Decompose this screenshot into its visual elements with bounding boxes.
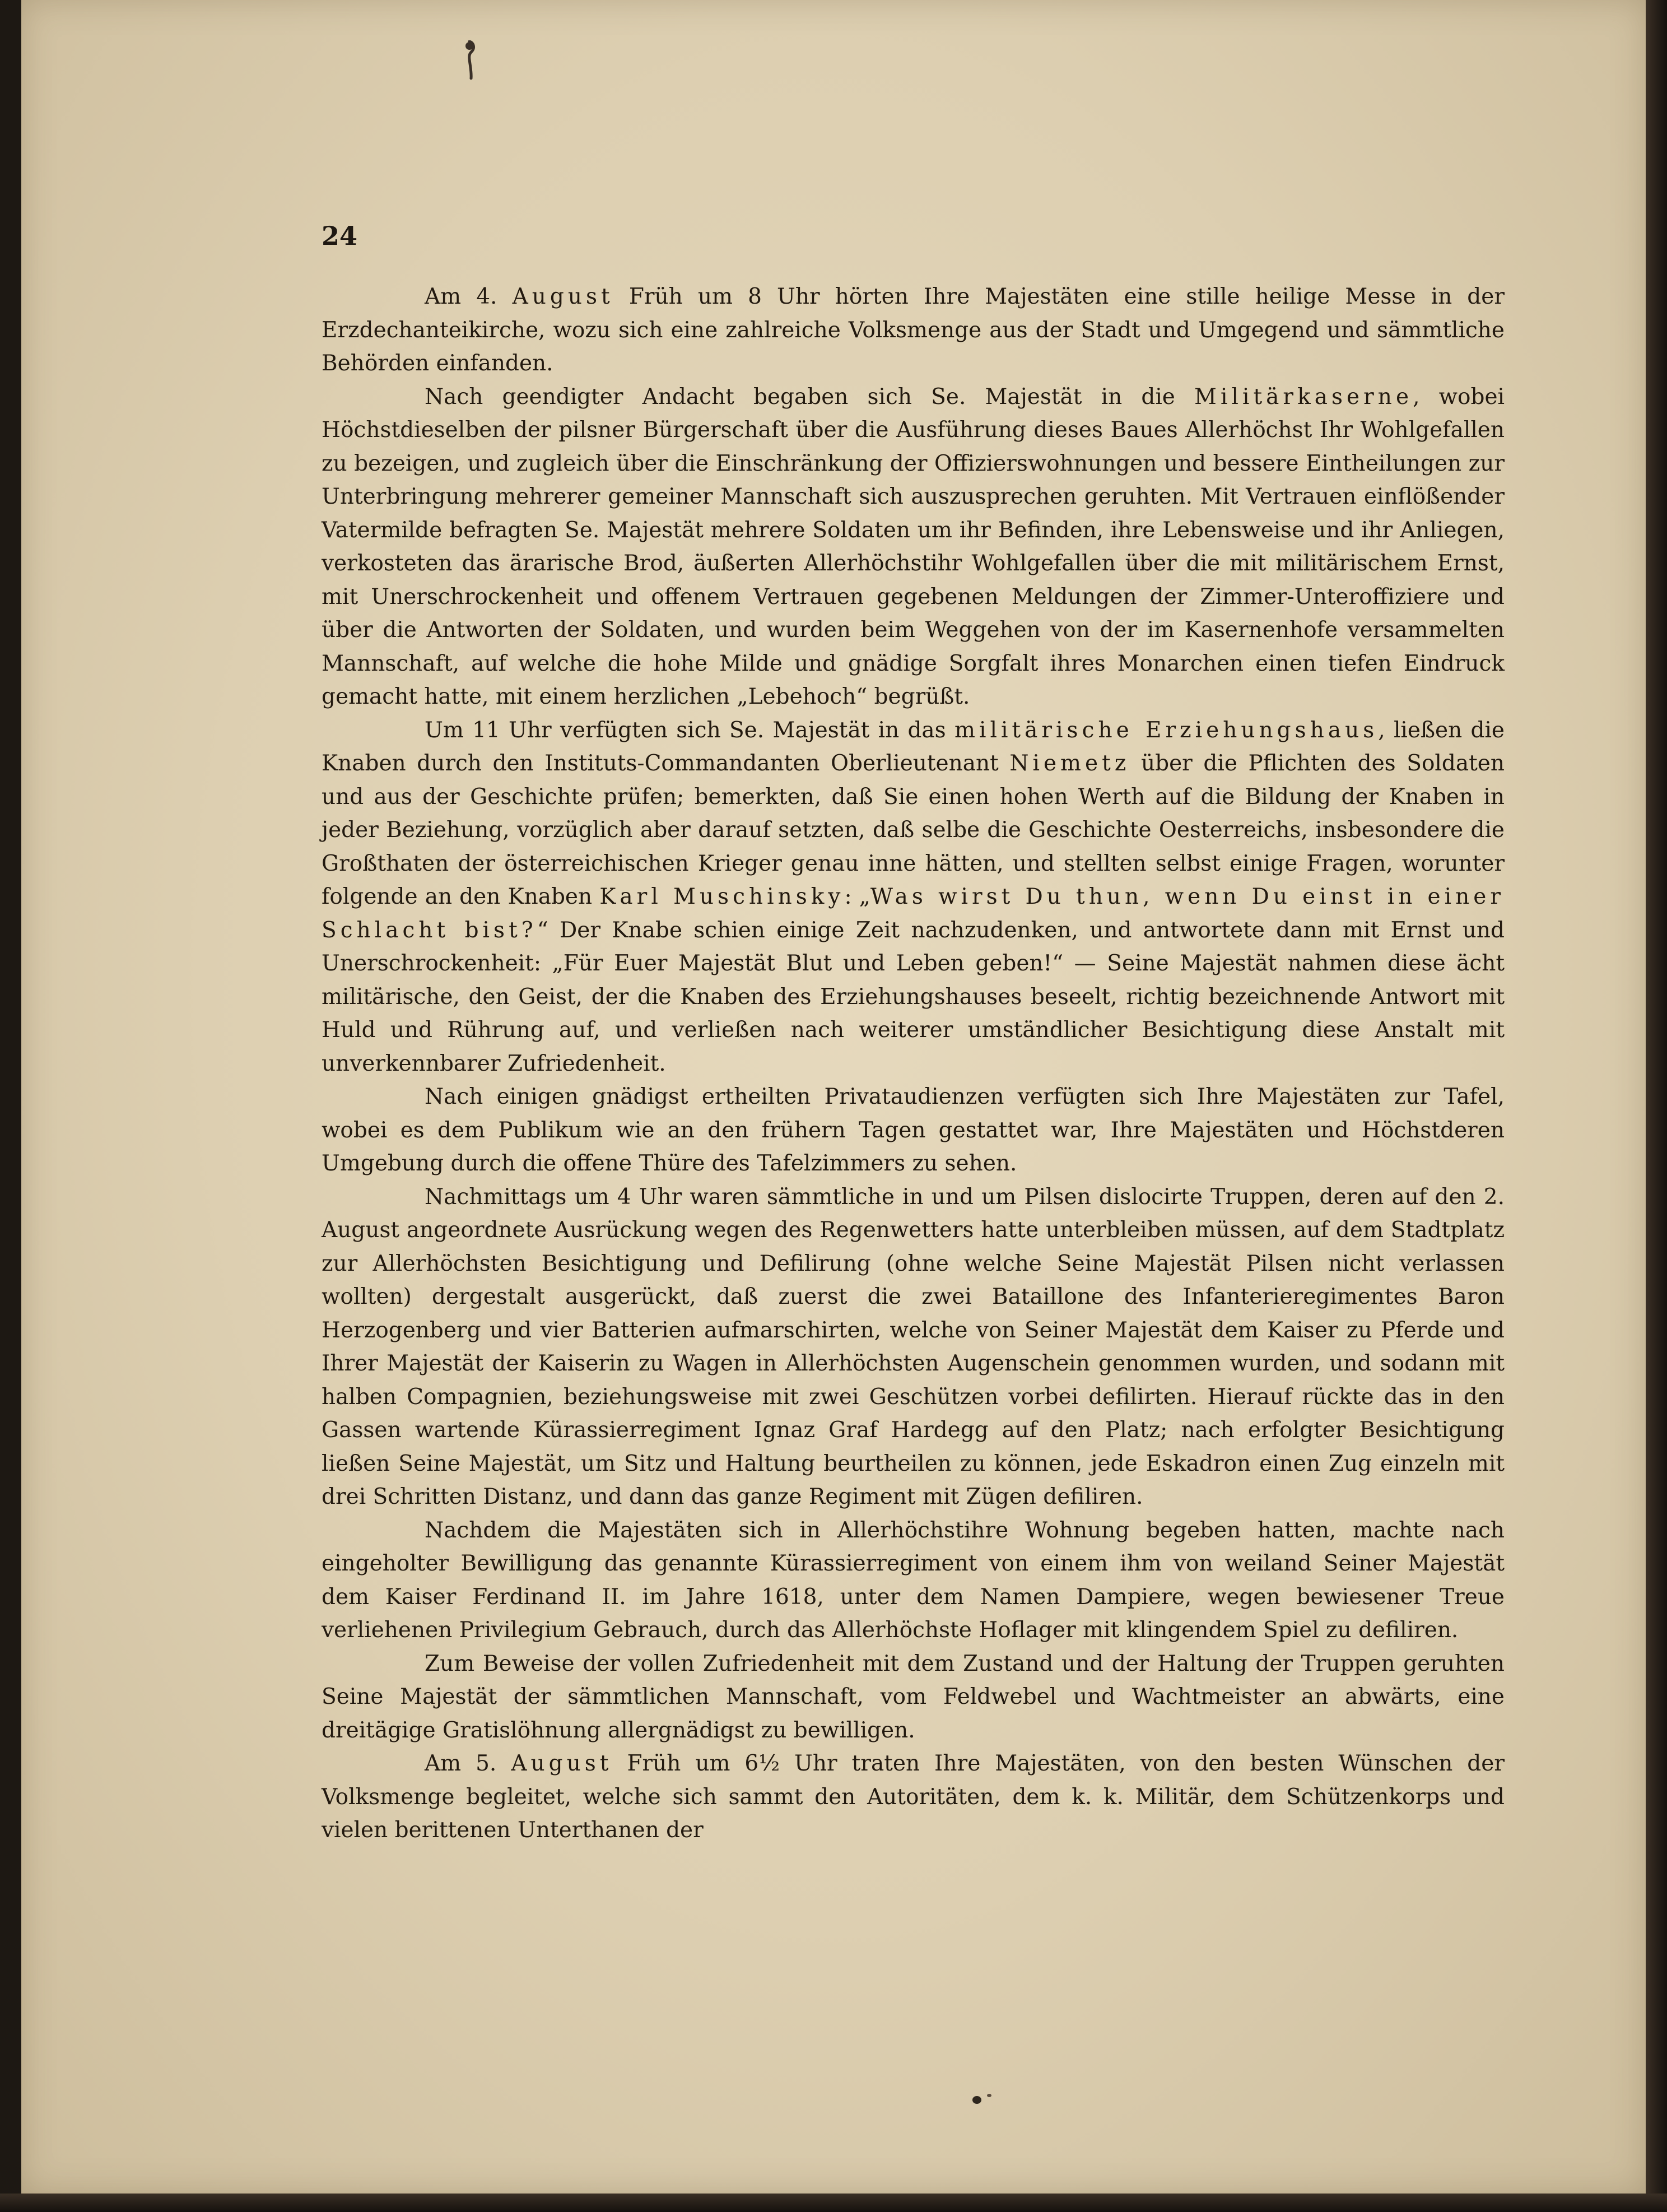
spaced-emphasis: August: [512, 284, 614, 309]
ink-blot-top: [462, 40, 476, 80]
text-run: Am 5.: [425, 1751, 511, 1776]
spaced-emphasis: militärische Erziehungshaus: [954, 717, 1379, 743]
paragraph: [322, 1514, 1505, 1647]
text-run: , ließen die Knaben durch den Instituts-Commandanten Oberlieutenant: [322, 717, 1505, 776]
text-run: Früh um 6½ Uhr traten Ihre Majestäten, von den besten Wünschen der Volksmenge begleitet, welche sich sammt den Autoritäten, dem k. k. Militär, dem Schützenkorps und vielen berittenen Unterthanen der: [322, 1751, 1505, 1843]
scan-edge-right: [1646, 0, 1667, 2212]
spaced-emphasis: Niemetz: [1009, 751, 1130, 776]
spaced-emphasis: Militärkaserne: [1194, 384, 1413, 410]
text-run: Nachmittags um 4 Uhr waren sämmtliche in und um Pilsen dislocirte Truppen, deren auf den 2. August angeordnete Ausrückung wegen des Regenwetters hatte unterbleiben müssen, auf dem Stadtplatz zur Allerhöchsten Besichtigung und Defilirung (ohne welche Seine Majestät Pilsen nicht verlassen wollten) dergestalt ausgerückt, daß zuerst die zwei Bataillone des Infanterieregimentes Baron Herzogenberg und vier Batterien aufmarschirten, welche von Seiner Majestät dem Kaiser zu Pferde und Ihrer Majestät der Kaiserin zu Wagen in Allerhöchsten Augenschein genommen wurden, und sodann mit halben Compagnien, beziehungsweise mit zwei Geschützen vorbei defilirten. Hierauf rückte das in den Gassen wartende Kürassierregiment Ignaz Graf Hardegg auf den Platz; nach erfolgter Besichtigung ließen Seine Majestät, um Sitz und Haltung beurtheilen zu können, jede Eskadron einen Zug einzeln mit drei Schritten Distanz, und dann das ganze Regiment mit Zügen defiliren.: [322, 1184, 1505, 1509]
text-run: Zum Beweise der vollen Zufriedenheit mit dem Zustand und der Haltung der Truppen geruhten Seine Majestät der sämmtlichen Mannschaft, vom Feldwebel und Wachtmeister an abwärts, eine dreitägige Gratislöhnung allergnädigst zu bewilligen.: [322, 1651, 1505, 1743]
text-run: : „: [844, 884, 870, 909]
text-run: über die Pflichten des Soldaten und aus der Geschichte prüfen; bemerkten, daß Sie einen hohen Werth auf die Bildung der Knaben in jeder Beziehung, vorzüglich aber darauf setzten, daß selbe die Geschichte Oesterreichs, insbesondere die Großthaten der österreichischen Krieger genau inne hätten, und stellten selbst einige Fragen, worunter folgende an den Knaben: [322, 751, 1505, 909]
text-run: Nach einigen gnädigst ertheilten Privataudienzen verfügten sich Ihre Majestäten zur Tafel, wobei es dem Publikum wie an den frühern Tagen gestattet war, Ihre Majestäten und Höchstderen Umgebung durch die offene Thüre des Tafelzimmers zu sehen.: [322, 1084, 1505, 1176]
ink-spot-bottom: [970, 2091, 995, 2106]
paragraph: [322, 280, 1505, 380]
paragraph: [322, 1181, 1505, 1514]
text-run: , wobei Höchstdieselben der pilsner Bürgerschaft über die Ausführung dieses Baues Allerhöchst Ihr Wohlgefallen zu bezeigen, und zugleich über die Einschränkung der Offizierswohnungen und bessere Eintheilungen zur Unterbringung mehrerer gemeiner Mannschaft sich auszusprechen geruhten. Mit Vertrauen einflößender Vatermilde befragten Se. Majestät mehrere Soldaten um ihr Befinden, ihre Lebensweise und ihr Anliegen, verkosteten das ärarische Brod, äußerten Allerhöchstihr Wohlgefallen über die mit militärischem Ernst, mit Unerschrockenheit und offenem Vertrauen gegebenen Meldungen der Zimmer-Unteroffiziere und über die Antworten der Soldaten, und wurden beim Weggehen von der im Kasernenhofe versammelten Mannschaft, auf welche die hohe Milde und gnädige Sorgfalt ihres Monarchen einen tiefen Eindruck gemacht hatte, mit einem herzlichen „Lebehoch“ begrüßt.: [322, 384, 1505, 709]
text-run: Um 11 Uhr verfügten sich Se. Majestät in das: [425, 717, 954, 743]
text-run: Am 4.: [425, 284, 513, 309]
text-run: Nachdem die Majestäten sich in Allerhöchstihre Wohnung begeben hatten, machte nach eingeholter Bewilligung das genannte Kürassierregiment von einem ihm von weiland Seiner Majestät dem Kaiser Ferdinand II. im Jahre 1618, unter dem Namen Dampiere, wegen bewiesener Treue verliehenen Privilegium Gebrauch, durch das Allerhöchste Hoflager mit klingendem Spiel zu defiliren.: [322, 1517, 1505, 1643]
spaced-emphasis: Was wirst Du thun, wenn Du einst in einer Schlacht bist?: [322, 884, 1505, 943]
scan-edge-bottom: [0, 2194, 1667, 2212]
paragraph: [322, 1080, 1505, 1181]
paragraph: [322, 714, 1505, 1081]
paragraph: [322, 380, 1505, 714]
body-text: [322, 280, 1505, 1847]
spaced-emphasis: Karl Muschinsky: [599, 884, 845, 909]
paragraph: [322, 1647, 1505, 1748]
text-run: Früh um 8 Uhr hörten Ihre Majestäten eine stille heilige Messe in der Erzdechanteikirche, wozu sich eine zahlreiche Volksmenge aus der Stadt und Umgegend und sämmtliche Behörden einfanden.: [322, 284, 1505, 376]
page-number: 24: [322, 221, 358, 251]
text-run: “ Der Knabe schien einige Zeit nachzudenken, und antwortete dann mit Ernst und Unerschrockenheit: „Für Euer Majestät Blut und Leben geben!“ — Seine Majestät nahmen diese ächt militärische, den Geist, der die Knaben des Erziehungshauses beseelt, richtig bezeichnende Antwort mit Huld und Rührung auf, und verließen nach weiterer umständlicher Besichtigung diese Anstalt mit unverkennbarer Zufriedenheit.: [322, 917, 1505, 1076]
spaced-emphasis: August: [511, 1751, 613, 1776]
text-run: Nach geendigter Andacht begaben sich Se. Majestät in die: [425, 384, 1195, 410]
paragraph: [322, 1747, 1505, 1847]
